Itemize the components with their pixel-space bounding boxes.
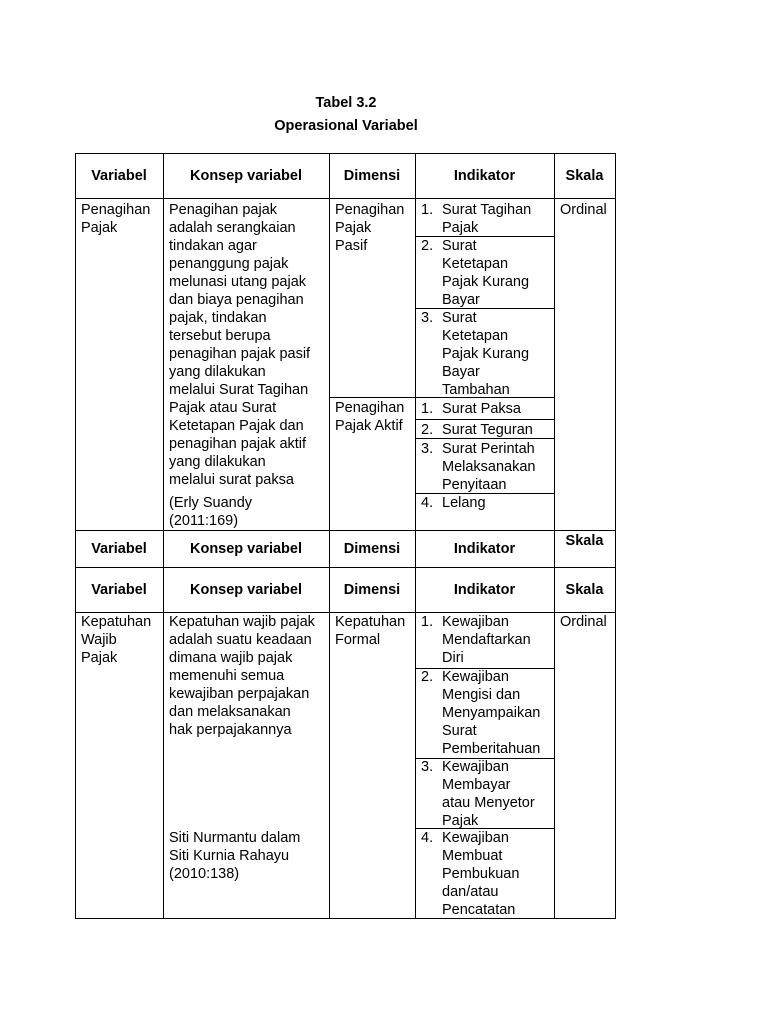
header3-konsep: Konsep variabel (189, 582, 302, 598)
indikator-number: 3. (421, 441, 434, 457)
indikator-number: 1. (421, 202, 434, 218)
konsep-line: dan melaksanakan (169, 704, 291, 720)
section2-skala: Ordinal (560, 614, 607, 630)
header3-skala: Skala (565, 582, 604, 598)
indikator-line: Bayar (442, 364, 480, 380)
indikator-line: Tambahan (442, 382, 510, 398)
konsep-line: melalui surat paksa (169, 472, 294, 488)
indikator-line: Ketetapan (442, 256, 509, 272)
konsep-line: tindakan agar (169, 238, 257, 254)
indikator-number: 3. (421, 310, 434, 326)
indikator-line: Kewajiban (442, 759, 509, 775)
dimensi-line: Pajak (335, 220, 372, 236)
indikator-line: Pajak Kurang (442, 346, 530, 362)
dimensi-line: Penagihan (335, 400, 405, 416)
indikator-number: 2. (421, 238, 434, 254)
konsep-line: memenuhi semua (169, 668, 285, 684)
konsep-line: melalui Surat Tagihan (169, 382, 309, 398)
dimensi-line: Pasif (335, 238, 368, 254)
konsep-line: kewajiban perpajakan (169, 686, 310, 702)
indikator-line: Ketetapan (442, 328, 509, 344)
konsep-line: Kepatuhan wajib pajak (169, 614, 315, 630)
header3-dimensi: Dimensi (343, 582, 401, 598)
header2-variabel: Variabel (91, 541, 147, 557)
section1-skala: Ordinal (560, 202, 607, 218)
konsep-line: penagihan pajak aktif (169, 436, 307, 452)
indikator-number: 2. (421, 669, 434, 685)
source-line: Siti Nurmantu dalam (169, 830, 301, 846)
indikator-line: Menyampaikan (442, 705, 541, 721)
indikator-line: Kewajiban (442, 669, 509, 685)
variabel-line: Pajak (81, 650, 118, 666)
indikator-line: Melaksanakan (442, 459, 536, 475)
header2-konsep: Konsep variabel (189, 541, 302, 557)
indikator-number: 1. (421, 614, 434, 630)
indikator-line: Kewajiban (442, 614, 509, 630)
indikator-line: Mengisi dan (442, 687, 521, 703)
indikator-line: Kewajiban (442, 830, 509, 846)
konsep-line: adalah suatu keadaan (169, 632, 312, 648)
indikator-number: 4. (421, 495, 434, 511)
indikator-number: 4. (421, 830, 434, 846)
table-number: Tabel 3.2 (315, 95, 377, 111)
indikator-line: Lelang (442, 495, 486, 511)
source-line: (2010:138) (169, 866, 240, 882)
indikator-line: Pajak (442, 813, 479, 829)
konsep-line: Ketetapan Pajak dan (169, 418, 304, 434)
table-title: Operasional Variabel (274, 118, 418, 134)
variabel-line: Pajak (81, 220, 118, 236)
indikator-number: 1. (421, 401, 434, 417)
konsep-line: yang dilakukan (169, 454, 266, 470)
indikator-line: Surat Paksa (442, 401, 521, 417)
dimensi-line: Formal (335, 632, 381, 648)
indikator-line: Surat Perintah (442, 441, 535, 457)
indikator-line: Penyitaan (442, 477, 507, 493)
header3-variabel: Variabel (91, 582, 147, 598)
konsep-line: dan biaya penagihan (169, 292, 304, 308)
header-indikator: Indikator (453, 168, 516, 184)
header-variabel: Variabel (91, 168, 147, 184)
indikator-line: Surat (442, 238, 477, 254)
konsep-line: pajak, tindakan (169, 310, 267, 326)
indikator-line: Diri (442, 650, 464, 666)
indikator-line: dan/atau (442, 884, 499, 900)
konsep-line: Pajak atau Surat (169, 400, 277, 416)
header-dimensi: Dimensi (343, 168, 401, 184)
source-line: (Erly Suandy (169, 495, 253, 511)
konsep-line: melunasi utang pajak (169, 274, 307, 290)
indikator-line: Pembukuan (442, 866, 520, 882)
konsep-line: hak perpajakannya (169, 722, 292, 738)
indikator-number: 3. (421, 759, 434, 775)
dimensi-line: Penagihan (335, 202, 405, 218)
indikator-line: Surat Tagihan (442, 202, 532, 218)
indikator-line: Pajak (442, 220, 479, 236)
indikator-line: Membuat (442, 848, 503, 864)
indikator-line: atau Menyetor (442, 795, 535, 811)
konsep-line: adalah serangkaian (169, 220, 296, 236)
indikator-line: Surat (442, 723, 477, 739)
dimensi-line: Kepatuhan (335, 614, 406, 630)
dimensi-line: Pajak Aktif (335, 418, 403, 434)
indikator-line: Surat (442, 310, 477, 326)
konsep-line: penagihan pajak pasif (169, 346, 311, 362)
variabel-line: Penagihan (81, 202, 151, 218)
source-line: Siti Kurnia Rahayu (169, 848, 290, 864)
konsep-line: dimana wajib pajak (169, 650, 293, 666)
header3-indikator: Indikator (453, 582, 516, 598)
header-skala: Skala (565, 168, 604, 184)
indikator-number: 2. (421, 422, 434, 438)
indikator-line: Pajak Kurang (442, 274, 530, 290)
indikator-line: Mendaftarkan (442, 632, 531, 648)
variabel-line: Wajib (81, 632, 117, 648)
indikator-line: Bayar (442, 292, 480, 308)
header2-indikator: Indikator (453, 541, 516, 557)
indikator-line: Membayar (442, 777, 511, 793)
header2-skala: Skala (565, 533, 604, 549)
konsep-line: yang dilakukan (169, 364, 266, 380)
source-line: (2011:169) (169, 513, 239, 529)
indikator-line: Pemberitahuan (442, 741, 541, 757)
konsep-line: Penagihan pajak (169, 202, 278, 218)
konsep-line: penanggung pajak (169, 256, 289, 272)
indikator-line: Surat Teguran (442, 422, 533, 438)
header2-dimensi: Dimensi (343, 541, 401, 557)
konsep-line: tersebut berupa (169, 328, 271, 344)
indikator-line: Pencatatan (442, 902, 516, 918)
header-konsep: Konsep variabel (189, 168, 302, 184)
variabel-line: Kepatuhan (81, 614, 152, 630)
